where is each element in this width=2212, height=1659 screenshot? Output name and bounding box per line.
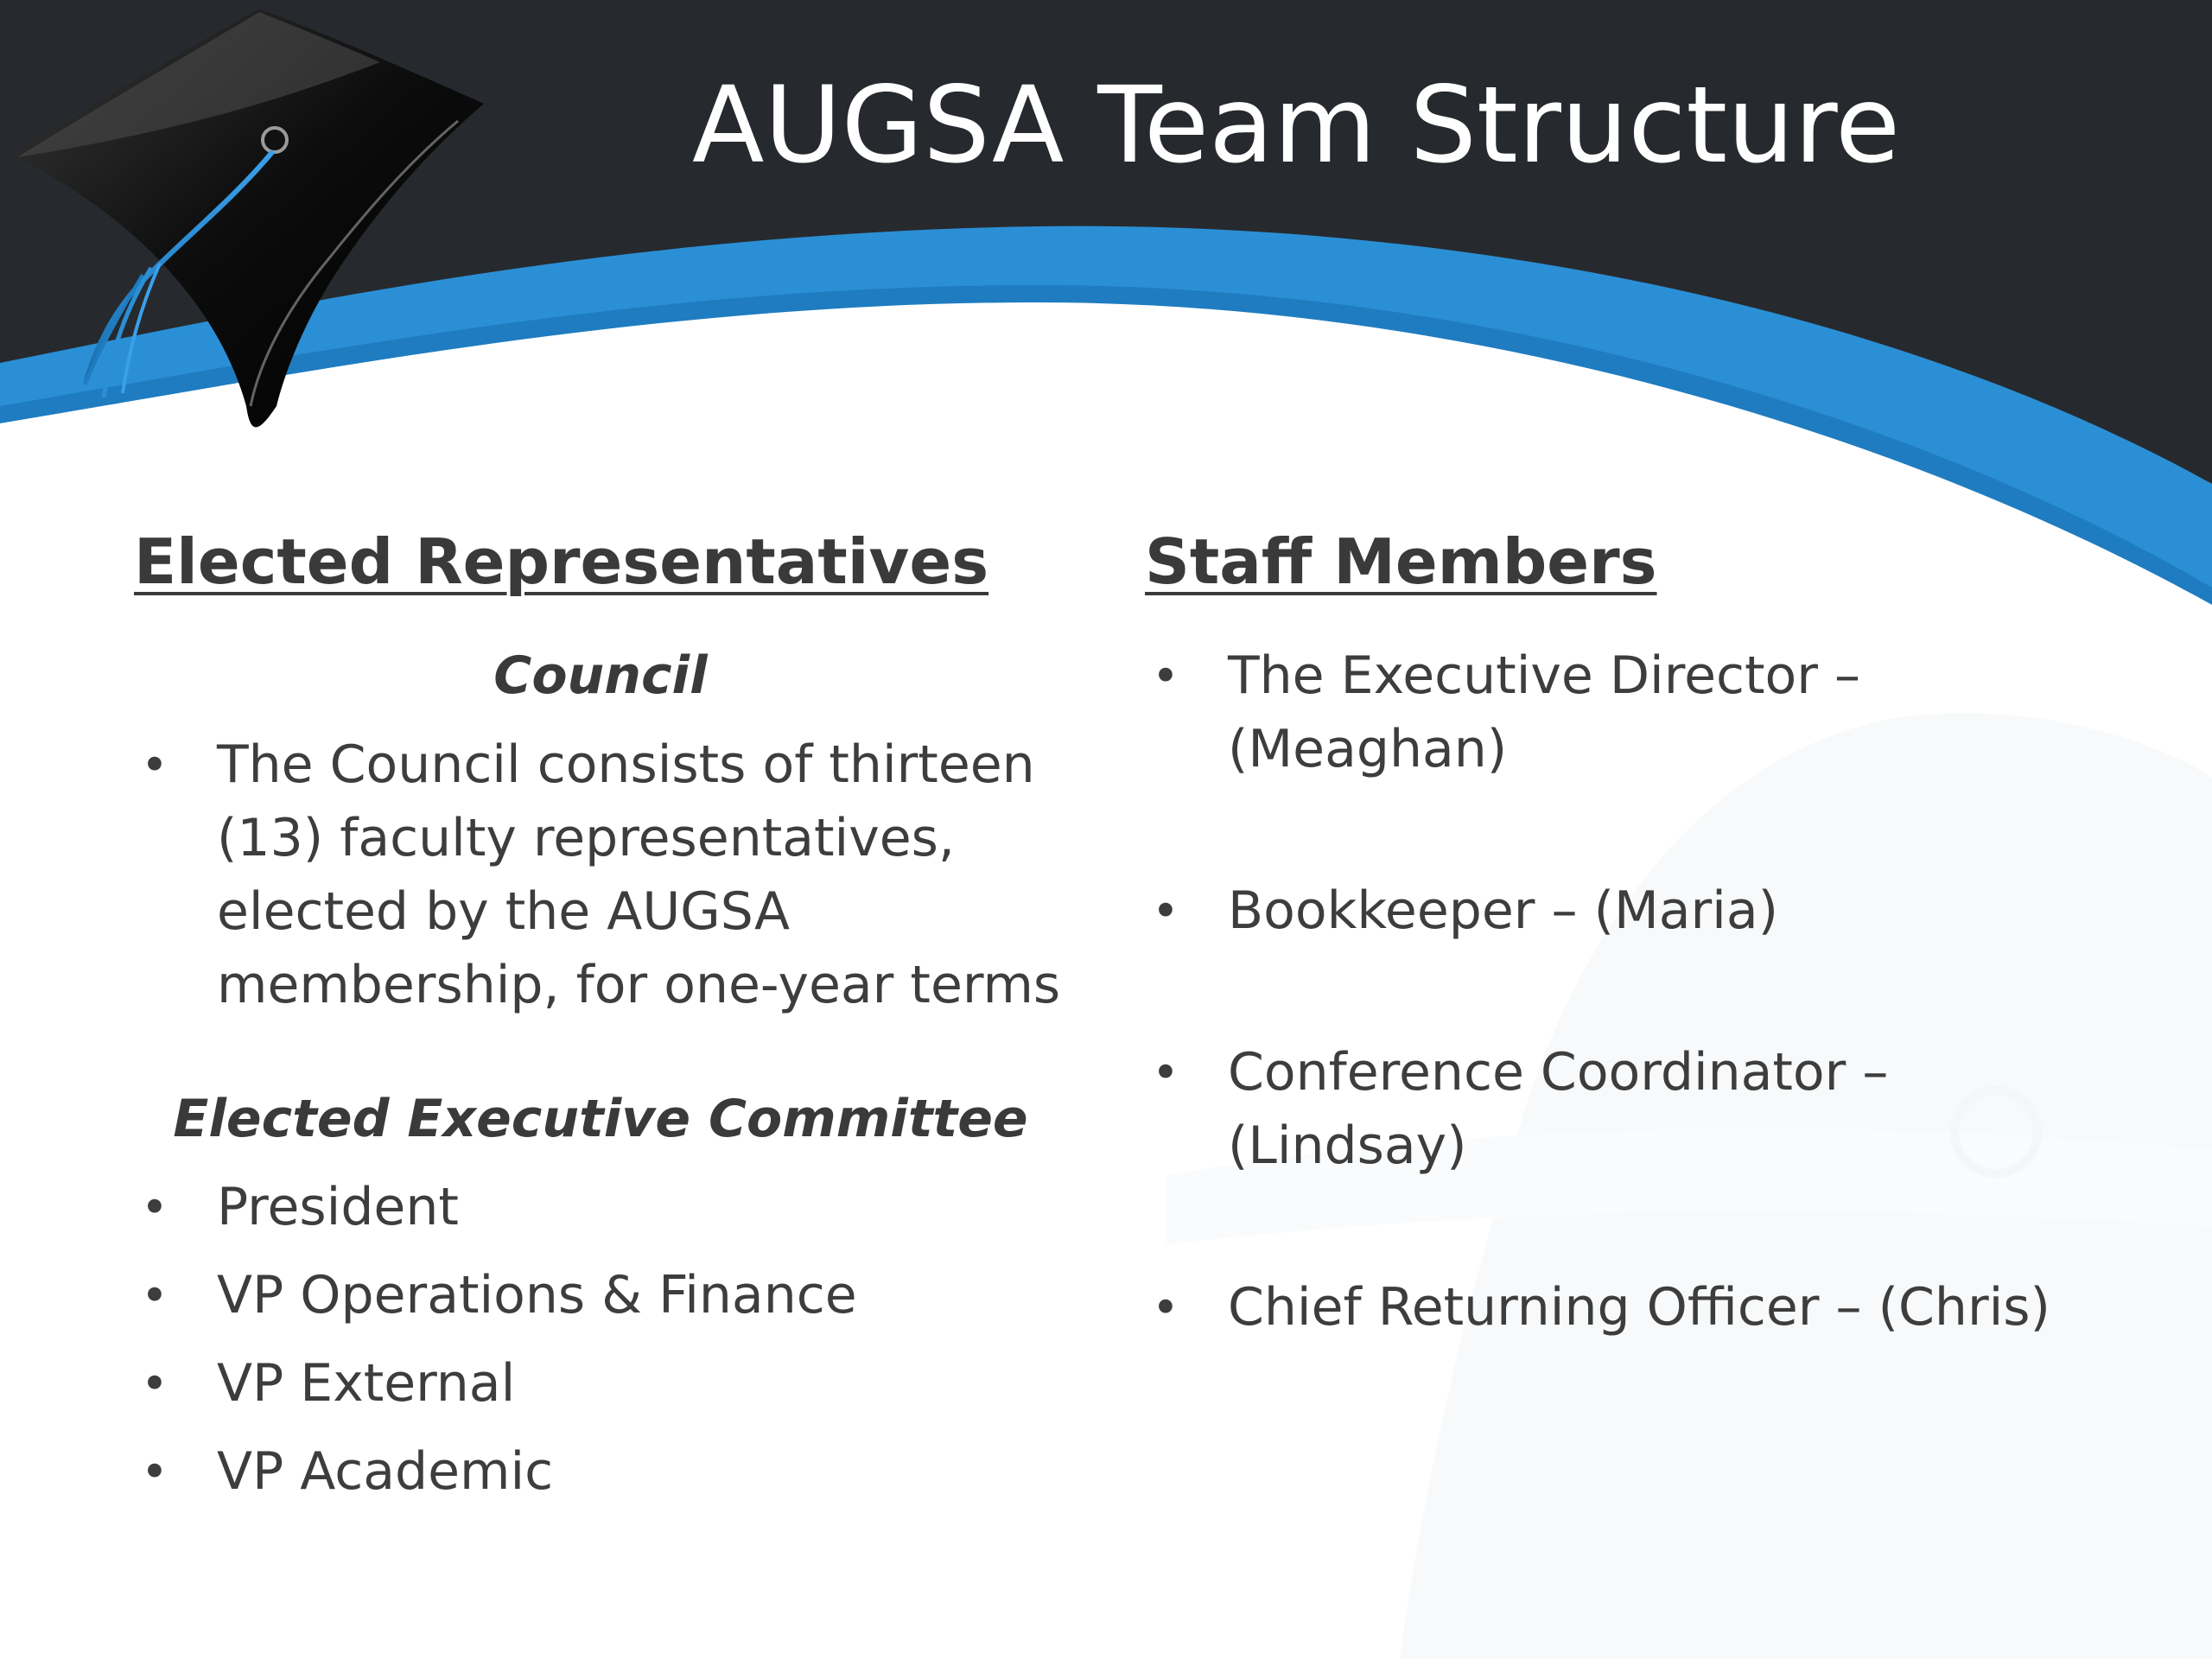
staff-line: (Lindsay) bbox=[1228, 1116, 1467, 1176]
staff-members-heading: Staff Members bbox=[1145, 525, 1657, 598]
council-line: (13) faculty representatives, bbox=[217, 808, 955, 868]
list-item bbox=[1145, 1036, 2139, 1183]
council-description-list bbox=[134, 728, 1084, 1022]
staff-line: Conference Coordinator – bbox=[1228, 1042, 1889, 1103]
council-line: membership, for one-year terms bbox=[217, 955, 1061, 1015]
bullet-icon: • bbox=[1152, 1281, 1179, 1335]
list-item bbox=[1145, 874, 2139, 948]
council-line: elected by the AUGSA bbox=[217, 881, 790, 942]
elected-representatives-heading: Elected Representatives bbox=[134, 525, 989, 598]
council-description bbox=[134, 728, 1084, 1022]
list-item bbox=[134, 1347, 1084, 1421]
council-subheading: Council bbox=[493, 645, 708, 706]
staff-line: Chief Returning Officer – (Chris) bbox=[1228, 1277, 2050, 1338]
bullet-icon: • bbox=[141, 1268, 168, 1323]
executive-committee-subheading: Elected Executive Committee bbox=[173, 1089, 1028, 1149]
staff-members-list bbox=[1145, 639, 2139, 1344]
bullet-icon: • bbox=[141, 1445, 168, 1499]
staff-line: The Executive Director – bbox=[1228, 645, 1860, 706]
bullet-icon: • bbox=[141, 1357, 168, 1411]
list-item bbox=[134, 1171, 1084, 1244]
executive-committee-list bbox=[134, 1171, 1084, 1509]
executive-role: VP Operations & Finance bbox=[217, 1265, 857, 1325]
bullet-icon: • bbox=[141, 738, 168, 792]
executive-role: VP Academic bbox=[217, 1441, 554, 1502]
council-line: The Council consists of thirteen bbox=[217, 734, 1035, 795]
staff-line: Bookkeeper – (Maria) bbox=[1228, 880, 1779, 941]
executive-role: VP External bbox=[217, 1353, 516, 1414]
list-item bbox=[1145, 639, 2139, 786]
bullet-icon: • bbox=[1152, 649, 1179, 703]
list-item bbox=[134, 1259, 1084, 1332]
bullet-icon: • bbox=[141, 1180, 168, 1235]
slide-title: AUGSA Team Structure bbox=[692, 64, 1900, 187]
list-item bbox=[134, 1435, 1084, 1509]
bullet-icon: • bbox=[1152, 884, 1179, 938]
staff-line: (Meaghan) bbox=[1228, 719, 1508, 779]
bullet-icon: • bbox=[1152, 1046, 1179, 1100]
executive-role: President bbox=[217, 1177, 459, 1237]
list-item bbox=[1145, 1271, 2139, 1344]
